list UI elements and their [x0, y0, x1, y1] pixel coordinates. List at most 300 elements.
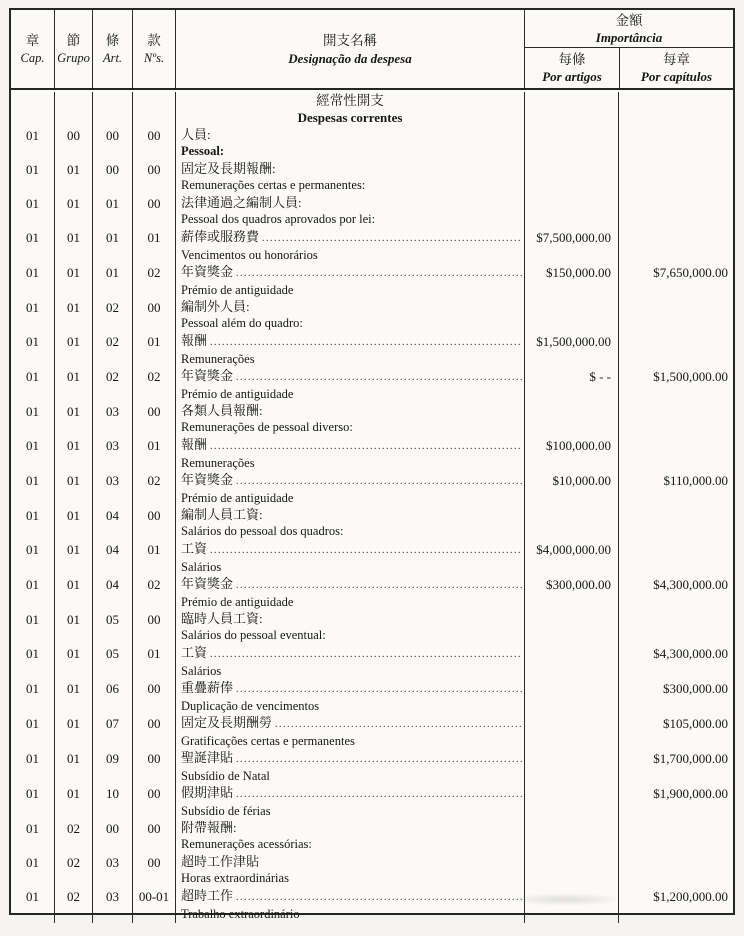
section-header-row [11, 90, 733, 126]
cap-code: 01 [11, 819, 55, 853]
por-artigos-amount [525, 784, 619, 819]
designacao-zh: 固定及長期酬勞 [181, 715, 273, 730]
col-header-art-pt: Art. [102, 50, 123, 65]
designacao-zh-line [181, 887, 522, 906]
nos-code: 00 [133, 506, 176, 540]
por-artigos-amount [525, 126, 619, 160]
art-code: 00 [93, 126, 133, 160]
designacao-cell [176, 540, 525, 575]
table-row [11, 540, 733, 575]
cap-code: 01 [11, 367, 55, 402]
nos-code: 00 [133, 784, 176, 819]
por-capitulos-amount [619, 506, 733, 540]
por-artigos-amount [525, 610, 619, 644]
por-capitulos-amount [619, 126, 733, 160]
por-capitulos-amount [619, 540, 733, 575]
por-artigos-amount [525, 679, 619, 714]
col-header-cap-zh: 章 [25, 32, 40, 48]
designacao-zh-line [181, 263, 522, 282]
designacao-pt: Prémio de antiguidade [181, 283, 294, 297]
nos-code: 01 [133, 644, 176, 679]
por-capitulos-amount [619, 853, 733, 887]
dot-leader [210, 438, 522, 455]
designacao-zh: 假期津貼 [181, 785, 234, 800]
section-title-pt: Despesas correntes [297, 110, 403, 125]
col-header-grupo-zh: 節 [66, 32, 81, 48]
designacao-zh-line [181, 749, 522, 768]
grupo-code: 01 [55, 436, 93, 471]
designacao-zh-line [181, 714, 522, 733]
grupo-code: 01 [55, 263, 93, 298]
designacao-zh-line [181, 402, 522, 419]
dot-leader [262, 230, 522, 247]
cap-code: 01 [11, 471, 55, 506]
table-row [11, 160, 733, 194]
designacao-pt: Salários do pessoal dos quadros: [181, 524, 344, 538]
nos-code: 01 [133, 228, 176, 263]
nos-code: 02 [133, 263, 176, 298]
designacao-cell [176, 575, 525, 610]
designacao-cell [176, 679, 525, 714]
grupo-code: 01 [55, 298, 93, 332]
designacao-zh: 編制外人員: [181, 299, 250, 314]
designacao-cell [176, 644, 525, 679]
grupo-code: 02 [55, 887, 93, 922]
cap-code: 01 [11, 298, 55, 332]
designacao-zh: 人員: [181, 127, 211, 142]
art-code: 02 [93, 298, 133, 332]
cap-code: 01 [11, 160, 55, 194]
art-code: 09 [93, 749, 133, 784]
col-header-nos-pt: Nºs. [143, 50, 165, 65]
filler-designacao-cell [176, 922, 525, 923]
grupo-code: 01 [55, 402, 93, 436]
cap-code: 01 [11, 194, 55, 228]
designacao-zh-line [181, 194, 522, 211]
designacao-pt: Pessoal dos quadros aprovados por lei: [181, 212, 376, 226]
designacao-pt: Remunerações certas e permanentes: [181, 178, 366, 192]
nos-code: 01 [133, 332, 176, 367]
designacao-zh: 超時工作 [181, 888, 234, 903]
art-code: 03 [93, 402, 133, 436]
por-artigos-amount: $100,000.00 [525, 436, 619, 471]
designacao-zh-line [181, 160, 522, 177]
col-header-designacao-pt: Designação da despesa [288, 50, 412, 66]
designacao-zh-line [181, 367, 522, 386]
designacao-pt: Vencimentos ou honorários [181, 248, 318, 262]
designacao-cell [176, 160, 525, 194]
grupo-code: 01 [55, 610, 93, 644]
grupo-code: 01 [55, 160, 93, 194]
col-header-nos [133, 10, 176, 88]
designacao-pt: Pessoal além do quadro: [181, 316, 303, 330]
art-code: 04 [93, 540, 133, 575]
grupo-code: 01 [55, 506, 93, 540]
cap-code: 01 [11, 402, 55, 436]
designacao-pt: Prémio de antiguidade [181, 387, 294, 401]
filler-art-cell [93, 922, 133, 923]
col-header-importancia-zh: 金額 [615, 12, 643, 28]
nos-code: 00 [133, 749, 176, 784]
por-capitulos-amount [619, 228, 733, 263]
designacao-zh: 報酬 [181, 333, 208, 348]
table-row [11, 749, 733, 784]
por-artigos-amount: $300,000.00 [525, 575, 619, 610]
col-header-art [93, 10, 133, 88]
designacao-zh-line [181, 332, 522, 351]
designacao-zh: 編制人員工資: [181, 507, 263, 522]
designacao-pt: Pessoal: [181, 144, 225, 158]
designacao-zh-line [181, 228, 522, 247]
por-artigos-amount [525, 749, 619, 784]
cap-code: 01 [11, 644, 55, 679]
por-artigos-amount [525, 160, 619, 194]
por-artigos-amount [525, 194, 619, 228]
grupo-code: 01 [55, 714, 93, 749]
col-header-por-artigos-pt: Por artigos [542, 69, 602, 84]
table-row [11, 714, 733, 749]
designacao-cell [176, 506, 525, 540]
por-artigos-amount: $150,000.00 [525, 263, 619, 298]
designacao-cell [176, 228, 525, 263]
designacao-cell [176, 263, 525, 298]
designacao-zh-line [181, 436, 522, 455]
designacao-zh: 薪俸或服務費 [181, 229, 260, 244]
cap-code: 01 [11, 853, 55, 887]
grupo-code: 01 [55, 644, 93, 679]
empty-cap-cell [11, 92, 55, 126]
designacao-zh-line [181, 575, 522, 594]
designacao-pt: Subsídio de Natal [181, 769, 270, 783]
col-header-designacao-zh: 開支名稱 [323, 32, 377, 48]
designacao-pt: Duplicação de vencimentos [181, 699, 320, 713]
col-header-por-artigos-zh: 每條 [558, 52, 586, 67]
designacao-pt: Prémio de antiguidade [181, 595, 294, 609]
cap-code: 01 [11, 887, 55, 922]
por-artigos-amount [525, 819, 619, 853]
dot-leader [236, 889, 522, 906]
dot-leader [236, 265, 522, 282]
nos-code: 00 [133, 679, 176, 714]
col-header-designacao [176, 10, 525, 88]
table-row [11, 887, 733, 922]
por-capitulos-amount: $1,900,000.00 [653, 786, 728, 801]
table-row [11, 436, 733, 471]
art-code: 02 [93, 332, 133, 367]
cap-code: 01 [11, 749, 55, 784]
designacao-zh: 超時工作津貼 [181, 854, 260, 869]
designacao-zh-line [181, 644, 522, 663]
designacao-cell [176, 471, 525, 506]
nos-code: 00-01 [133, 887, 176, 922]
art-code: 01 [93, 194, 133, 228]
grupo-code: 01 [55, 471, 93, 506]
nos-code: 00 [133, 126, 176, 160]
table-row [11, 367, 733, 402]
designacao-pt: Salários do pessoal eventual: [181, 628, 326, 642]
por-capitulos-amount [619, 436, 733, 471]
col-header-por-capitulos-pt: Por capítulos [640, 69, 713, 84]
designacao-cell [176, 714, 525, 749]
por-capitulos-amount [619, 298, 733, 332]
cap-code: 01 [11, 332, 55, 367]
col-header-nos-zh: 款 [147, 32, 161, 48]
nos-code: 01 [133, 436, 176, 471]
designacao-zh-line [181, 298, 522, 315]
grupo-code: 01 [55, 575, 93, 610]
dot-leader [210, 646, 522, 663]
designacao-zh-line [181, 471, 522, 490]
nos-code: 02 [133, 367, 176, 402]
designacao-cell [176, 610, 525, 644]
col-header-grupo [55, 10, 93, 88]
designacao-zh: 固定及長期報酬: [181, 161, 276, 176]
nos-code: 02 [133, 471, 176, 506]
designacao-zh: 報酬 [181, 437, 208, 452]
table-row [11, 263, 733, 298]
cap-code: 01 [11, 575, 55, 610]
designacao-zh-line [181, 819, 522, 836]
cap-code: 01 [11, 228, 55, 263]
designacao-cell [176, 819, 525, 853]
por-capitulos-amount [619, 160, 733, 194]
designacao-zh-line [181, 784, 522, 803]
art-code: 04 [93, 575, 133, 610]
designacao-zh: 年資獎金 [181, 368, 234, 383]
por-capitulos-amount [619, 194, 733, 228]
por-capitulos-amount: $7,650,000.00 [653, 265, 728, 280]
col-header-cap-pt: Cap. [20, 50, 45, 65]
dot-leader [236, 681, 522, 698]
filler-artigos-cell [525, 922, 619, 923]
por-artigos-amount [525, 298, 619, 332]
art-code: 03 [93, 853, 133, 887]
designacao-cell [176, 853, 525, 887]
col-header-importancia-group [525, 10, 733, 88]
section-title-zh: 經常性開支 [316, 93, 384, 108]
designacao-pt: Remunerações de pessoal diverso: [181, 420, 353, 434]
designacao-cell [176, 332, 525, 367]
art-code: 01 [93, 228, 133, 263]
empty-capitulos-cell [619, 92, 733, 126]
designacao-cell [176, 784, 525, 819]
grupo-code: 01 [55, 679, 93, 714]
dot-leader [210, 542, 522, 559]
por-artigos-amount [525, 853, 619, 887]
designacao-zh: 法律通過之編制人員: [181, 195, 302, 210]
por-capitulos-amount [619, 610, 733, 644]
grupo-code: 01 [55, 228, 93, 263]
designacao-cell [176, 887, 525, 922]
table-row [11, 194, 733, 228]
designacao-cell [176, 436, 525, 471]
col-header-por-capitulos [619, 48, 733, 88]
nos-code: 01 [133, 540, 176, 575]
designacao-zh: 年資獎金 [181, 472, 234, 487]
budget-table [9, 8, 735, 921]
nos-code: 00 [133, 298, 176, 332]
col-header-importancia-subcolumns [525, 48, 733, 88]
por-artigos-amount [525, 714, 619, 749]
por-capitulos-amount: $110,000.00 [663, 473, 728, 488]
art-code: 07 [93, 714, 133, 749]
cap-code: 01 [11, 540, 55, 575]
nos-code: 00 [133, 194, 176, 228]
grupo-code: 01 [55, 332, 93, 367]
table-row [11, 126, 733, 160]
art-code: 00 [93, 819, 133, 853]
designacao-cell [176, 749, 525, 784]
por-capitulos-amount: $1,700,000.00 [653, 751, 728, 766]
por-artigos-amount: $1,500,000.00 [525, 332, 619, 367]
cap-code: 01 [11, 679, 55, 714]
dot-leader [210, 334, 522, 351]
table-header [11, 10, 733, 90]
nos-code: 02 [133, 575, 176, 610]
cap-code: 01 [11, 506, 55, 540]
designacao-pt: Prémio de antiguidade [181, 491, 294, 505]
designacao-cell [176, 194, 525, 228]
grupo-code: 01 [55, 367, 93, 402]
col-header-cap [11, 10, 55, 88]
por-artigos-amount: $10,000.00 [525, 471, 619, 506]
designacao-zh-line [181, 610, 522, 627]
col-header-art-zh: 條 [105, 32, 120, 48]
designacao-zh: 工資 [181, 541, 208, 556]
art-code: 00 [93, 160, 133, 194]
por-artigos-amount [525, 644, 619, 679]
table-row [11, 298, 733, 332]
designacao-zh: 臨時人員工資: [181, 611, 263, 626]
por-capitulos-amount: $1,200,000.00 [653, 889, 728, 904]
empty-artigos-cell [525, 92, 619, 126]
col-header-por-artigos [525, 48, 619, 88]
art-code: 05 [93, 610, 133, 644]
designacao-pt: Horas extraordinárias [181, 871, 289, 885]
nos-code: 00 [133, 819, 176, 853]
col-header-por-capitulos-zh: 每章 [663, 52, 690, 67]
dot-leader [275, 716, 522, 733]
art-code: 04 [93, 506, 133, 540]
dot-leader [236, 369, 522, 386]
filler-grupo-cell [55, 922, 93, 923]
por-capitulos-amount: $1,500,000.00 [653, 369, 728, 384]
designacao-pt: Remunerações acessórias: [181, 837, 312, 851]
designacao-pt: Gratificações certas e permanentes [181, 734, 355, 748]
nos-code: 00 [133, 610, 176, 644]
designacao-zh: 各類人員報酬: [181, 403, 263, 418]
art-code: 10 [93, 784, 133, 819]
designacao-zh: 重疊薪俸 [181, 680, 234, 695]
dot-leader [236, 577, 522, 594]
designacao-zh: 附帶報酬: [181, 820, 237, 835]
cap-code: 01 [11, 263, 55, 298]
nos-code: 00 [133, 160, 176, 194]
table-body [11, 90, 733, 921]
designacao-cell [176, 298, 525, 332]
table-row [11, 506, 733, 540]
col-header-grupo-pt: Grupo [57, 50, 90, 65]
grupo-code: 02 [55, 853, 93, 887]
table-row [11, 575, 733, 610]
art-code: 05 [93, 644, 133, 679]
col-header-importancia-pt: Importância [595, 29, 663, 45]
filler-capitulos-cell [619, 922, 733, 923]
por-capitulos-amount [619, 332, 733, 367]
table-row [11, 610, 733, 644]
art-code: 01 [93, 263, 133, 298]
designacao-zh: 工資 [181, 645, 208, 660]
designacao-pt: Subsídio de férias [181, 804, 271, 818]
table-row [11, 471, 733, 506]
designacao-zh-line [181, 540, 522, 559]
table-row [11, 679, 733, 714]
designacao-zh-line [181, 853, 522, 870]
designacao-cell [176, 367, 525, 402]
cap-code: 01 [11, 784, 55, 819]
cap-code: 01 [11, 610, 55, 644]
art-code: 03 [93, 471, 133, 506]
por-artigos-amount: $7,500,000.00 [525, 228, 619, 263]
por-capitulos-amount: $4,300,000.00 [653, 646, 728, 661]
designacao-cell [176, 126, 525, 160]
table-row [11, 853, 733, 887]
col-header-importancia [525, 10, 733, 48]
art-code: 06 [93, 679, 133, 714]
empty-grupo-cell [55, 92, 93, 126]
designacao-pt: Remunerações [181, 456, 255, 470]
grupo-code: 01 [55, 540, 93, 575]
por-capitulos-amount: $105,000.00 [663, 716, 728, 731]
designacao-zh-line [181, 126, 522, 143]
table-row [11, 784, 733, 819]
designacao-pt: Salários [181, 560, 222, 574]
nos-code: 00 [133, 714, 176, 749]
por-capitulos-amount [619, 819, 733, 853]
por-capitulos-amount: $4,300,000.00 [653, 577, 728, 592]
dot-leader [236, 751, 522, 768]
cap-code: 01 [11, 714, 55, 749]
section-title-cell [176, 92, 525, 126]
grupo-code: 00 [55, 126, 93, 160]
art-code: 03 [93, 436, 133, 471]
nos-code: 00 [133, 853, 176, 887]
filler-nos-cell [133, 922, 176, 923]
art-code: 03 [93, 887, 133, 922]
por-artigos-amount [525, 402, 619, 436]
designacao-cell [176, 402, 525, 436]
por-capitulos-amount [619, 402, 733, 436]
empty-nos-cell [133, 92, 176, 126]
grupo-code: 01 [55, 784, 93, 819]
art-code: 02 [93, 367, 133, 402]
grupo-code: 01 [55, 194, 93, 228]
por-artigos-amount [525, 887, 619, 922]
grupo-code: 02 [55, 819, 93, 853]
por-artigos-amount [525, 506, 619, 540]
table-row [11, 402, 733, 436]
nos-code: 00 [133, 402, 176, 436]
designacao-zh-line [181, 679, 522, 698]
filler-cap-cell [11, 922, 55, 923]
designacao-zh: 年資獎金 [181, 264, 234, 279]
por-capitulos-amount: $300,000.00 [663, 681, 728, 696]
designacao-pt: Remunerações [181, 352, 255, 366]
table-row [11, 644, 733, 679]
por-artigos-amount: $ - - [525, 367, 619, 402]
dot-leader [236, 473, 522, 490]
grupo-code: 01 [55, 749, 93, 784]
